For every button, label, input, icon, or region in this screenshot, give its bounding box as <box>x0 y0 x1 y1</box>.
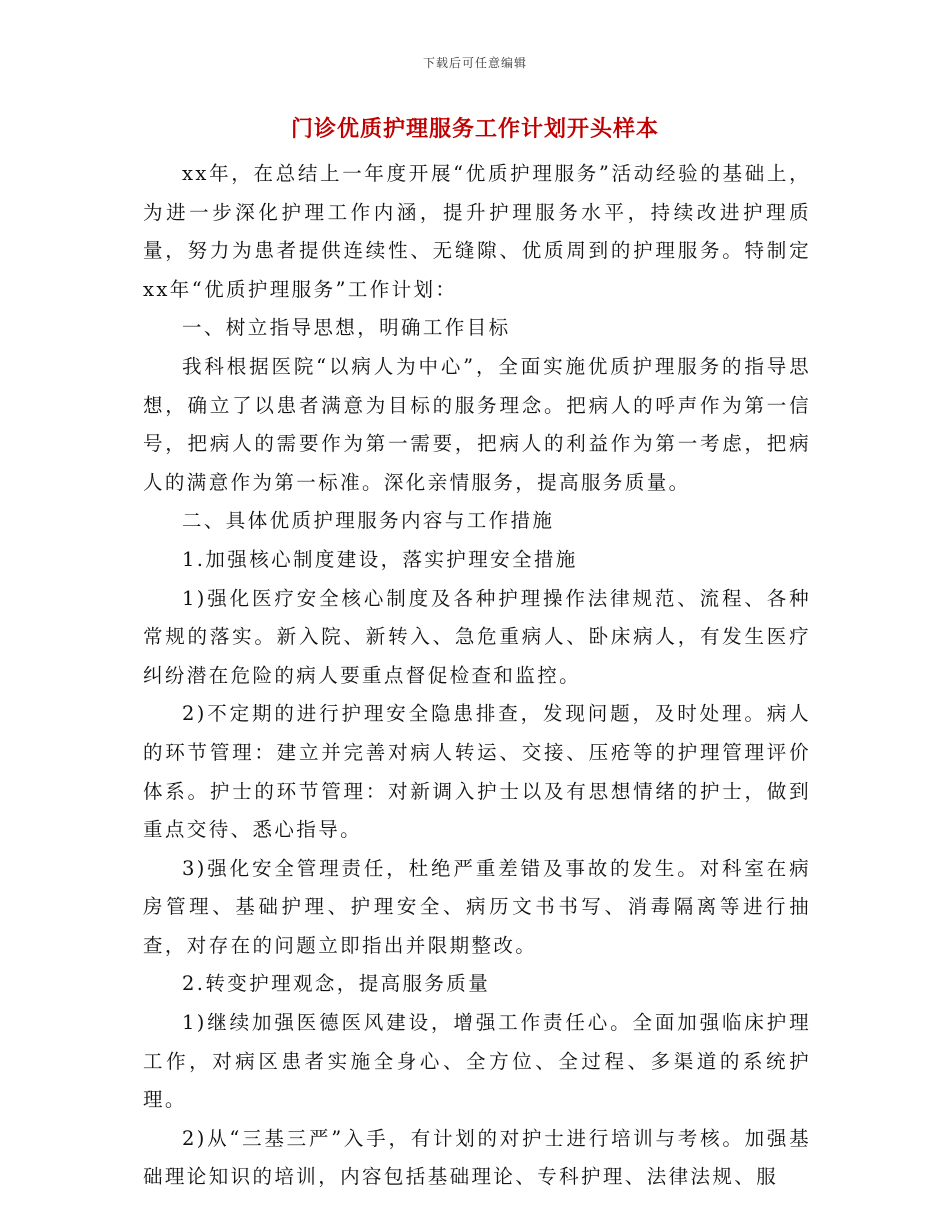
subheading-1: 1.加强核心制度建设，落实护理安全措施 <box>182 547 578 571</box>
section-heading-2: 二、具体优质护理服务内容与工作措施 <box>182 509 555 533</box>
paragraph-intro: xx年，在总结上一年度开展“优质护理服务”活动经验的基础上，为进一步深化护理工作内涵，提升护理服务水平，持续改进护理质量，努力为患者提供连续性、无缝隙、优质周到的护理服务。特制定xx年“优质护理服务”工作计划： <box>143 162 811 301</box>
list-item-1-3: 3)强化安全管理责任，杜绝严重差错及事故的发生。对科室在病房管理、基础护理、护理安全、病历文书书写、消毒隔离等进行抽查，对存在的问题立即指出并限期整改。 <box>143 856 811 957</box>
document-body <box>143 155 811 1197</box>
list-item-1-2: 2)不定期的进行护理安全隐患排查，发现问题，及时处理。病人的环节管理：建立并完善对病人转运、交接、压疮等的护理管理评价体系。护士的环节管理：对新调入护士以及有思想情绪的护士，做到重点交待、悉心指导。 <box>143 702 811 842</box>
list-item-1-1: 1)强化医疗安全核心制度及各种护理操作法律规范、流程、各种常规的落实。新入院、新转入、急危重病人、卧床病人，有发生医疗纠纷潜在危险的病人要重点督促检查和监控。 <box>143 586 811 687</box>
subheading-2: 2.转变护理观念，提高服务质量 <box>182 972 491 996</box>
list-item-2-1: 1)继续加强医德医风建设，增强工作责任心。全面加强临床护理工作，对病区患者实施全身心、全方位、全过程、多渠道的系统护理。 <box>143 1011 811 1112</box>
header-note: 下载后可任意编辑 <box>422 56 527 70</box>
paragraph-guiding-ideology: 我科根据医院“以病人为中心”，全面实施优质护理服务的指导思想，确立了以患者满意为目标的服务理念。把病人的呼声作为第一信号，把病人的需要作为第一需要，把病人的利益作为第一考虑，把病人的满意作为第一标准。深化亲情服务，提高服务质量。 <box>143 354 811 494</box>
document-title: 门诊优质护理服务工作计划开头样本 <box>290 116 659 142</box>
list-item-2-2: 2)从“三基三严”入手，有计划的对护士进行培训与考核。加强基础理论知识的培训，内容包括基础理论、专科护理、法律法规、服 <box>143 1126 811 1189</box>
section-heading-1: 一、树立指导思想，明确工作目标 <box>182 316 511 340</box>
